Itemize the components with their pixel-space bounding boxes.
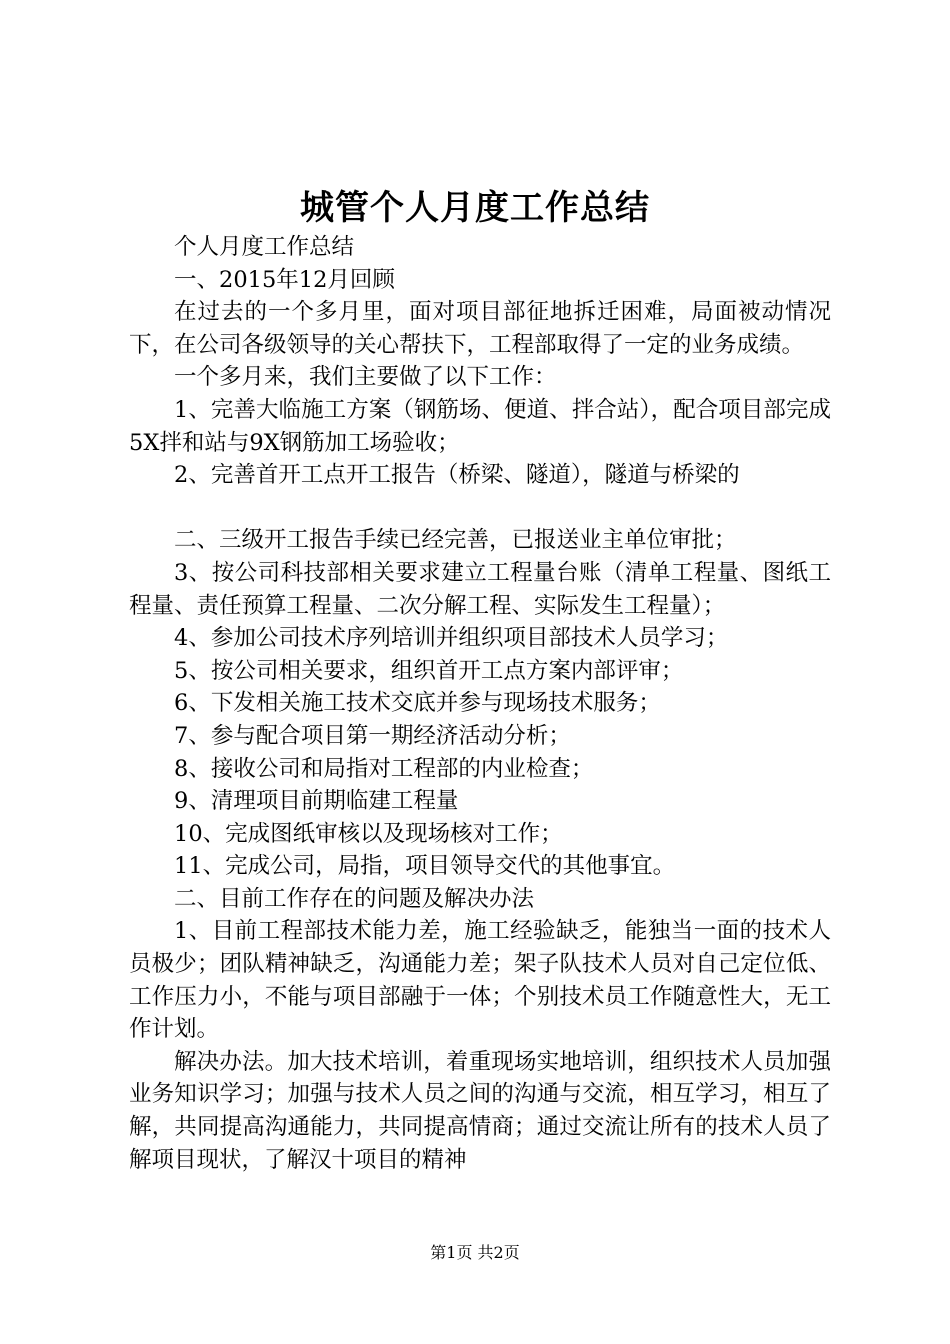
paragraph: 1、目前工程部技术能力差，施工经验缺乏，能独当一面的技术人员极少；团队精神缺乏，沟通能力差；架子队技术人员对自己定位低、工作压力小，不能与项目部融于一体；个别技术员工作随意性大，无工作计划。: [129, 918, 831, 1043]
list-item: 1、完善大临施工方案（钢筋场、便道、拌合站），配合项目部完成5X拌和站与9X钢筋加工场验收；: [129, 396, 831, 456]
list-item: 10、完成图纸审核以及现场核对工作；: [174, 820, 563, 847]
paragraph: 解决办法。加大技术培训，着重现场实地培训，组织技术人员加强业务知识学习；加强与技术人员之间的沟通与交流，相互学习，相互了解，共同提高沟通能力，共同提高情商；通过交流让所有的技术人员了解项目现状，了解汉十项目的精神: [129, 1048, 831, 1173]
list-item: 3、按公司科技部相关要求建立工程量台账（清单工程量、图纸工程量、责任预算工程量、二次分解工程、实际发生工程量）；: [129, 559, 831, 619]
paragraph: 在过去的一个多月里，面对项目部征地拆迁困难，局面被动情况下，在公司各级领导的关心帮扶下，工程部取得了一定的业务成绩。: [129, 299, 831, 358]
page-footer: 第1页 共2页: [430, 1243, 520, 1262]
list-item: 7、参与配合项目第一期经济活动分析；: [174, 722, 571, 749]
section-heading: 二、目前工作存在的问题及解决办法: [174, 885, 535, 912]
list-item: 4、参加公司技术序列培训并组织项目部技术人员学习；: [174, 625, 729, 652]
list-item: 11、完成公司，局指，项目领导交代的其他事宜。: [174, 853, 676, 880]
section-heading: 一、2015年12月回顾: [174, 266, 395, 293]
list-item: 9、清理项目前期临建工程量: [174, 788, 459, 815]
document-title: 城管个人月度工作总结: [300, 188, 650, 228]
section-heading: 个人月度工作总结: [174, 234, 355, 260]
document-body: [129, 231, 831, 1176]
list-item: 5、按公司相关要求，组织首开工点方案内部评审；: [174, 657, 684, 684]
paragraph: 二、三级开工报告手续已经完善，已报送业主单位审批；: [174, 527, 737, 554]
list-item: 8、接收公司和局指对工程部的内业检查；: [174, 755, 594, 782]
paragraph: 一个多月来，我们主要做了以下工作：: [174, 364, 557, 391]
blank-line: [129, 492, 831, 525]
list-item: 2、完善首开工点开工报告（桥梁、隧道），隧道与桥梁的: [174, 462, 740, 489]
list-item: 6、下发相关施工技术交底并参与现场技术服务；: [174, 690, 661, 717]
